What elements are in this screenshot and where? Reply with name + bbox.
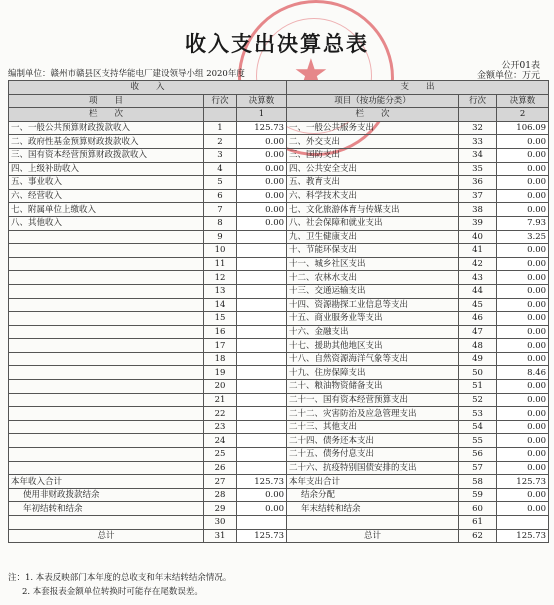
income-item-name (9, 448, 204, 462)
income-row-number: 20 (204, 380, 237, 394)
income-item-name: 总计 (9, 529, 204, 543)
table-row (9, 420, 549, 434)
expenditure-amount: 0.00 (497, 148, 549, 162)
income-item-name (9, 312, 204, 326)
expenditure-row-number: 44 (459, 284, 497, 298)
expenditure-row-number: 37 (459, 189, 497, 203)
table-row (9, 284, 549, 298)
table-row (9, 203, 549, 217)
expenditure-amount: 125.73 (497, 475, 549, 489)
table-row (9, 475, 549, 489)
income-row-number: 13 (204, 284, 237, 298)
income-item-header: 项 目 (9, 94, 204, 108)
expenditure-item-name: 五、教育支出 (287, 176, 459, 190)
table-row (9, 434, 549, 448)
expenditure-item-name: 二十二、灾害防治及应急管理支出 (287, 407, 459, 421)
income-amount: 0.00 (237, 176, 287, 190)
expenditure-row-number: 62 (459, 529, 497, 543)
income-item-name (9, 271, 204, 285)
expenditure-item-name: 十一、城乡社区支出 (287, 257, 459, 271)
expenditure-row-number: 61 (459, 516, 497, 530)
expenditure-row-number: 49 (459, 352, 497, 366)
expenditure-row-number: 47 (459, 325, 497, 339)
table-row (9, 135, 549, 149)
expenditure-item-name: 总计 (287, 529, 459, 543)
income-amount (237, 393, 287, 407)
income-item-name: 年初结转和结余 (9, 502, 204, 516)
expenditure-row-number: 59 (459, 488, 497, 502)
expenditure-amount: 106.09 (497, 121, 549, 135)
income-row-number: 12 (204, 271, 237, 285)
income-row-number: 8 (204, 216, 237, 230)
expenditure-row-number: 56 (459, 448, 497, 462)
expenditure-amount: 0.00 (497, 420, 549, 434)
income-row-number: 31 (204, 529, 237, 543)
table-row (9, 352, 549, 366)
income-row-number: 21 (204, 393, 237, 407)
expenditure-row-number: 53 (459, 407, 497, 421)
expenditure-row-no-header: 行次 (459, 94, 497, 108)
expenditure-item-name: 本年支出合计 (287, 475, 459, 489)
table-row (9, 529, 549, 543)
expenditure-item-name: 八、社会保障和就业支出 (287, 216, 459, 230)
income-item-name: 二、政府性基金预算财政拨款收入 (9, 135, 204, 149)
income-item-name (9, 284, 204, 298)
expenditure-item-name: 十、节能环保支出 (287, 244, 459, 258)
income-section-header: 收 入 (9, 81, 287, 95)
expenditure-row-number: 41 (459, 244, 497, 258)
income-column-index-label: 栏 次 (9, 108, 204, 122)
income-item-name (9, 298, 204, 312)
income-item-name (9, 244, 204, 258)
income-item-name: 使用非财政拨款结余 (9, 488, 204, 502)
income-item-name: 三、国有资本经营预算财政拨款收入 (9, 148, 204, 162)
income-amount (237, 448, 287, 462)
table-row (9, 488, 549, 502)
income-row-number: 18 (204, 352, 237, 366)
expenditure-row-number: 54 (459, 420, 497, 434)
expenditure-amount: 0.00 (497, 176, 549, 190)
income-amount (237, 312, 287, 326)
expenditure-amount: 0.00 (497, 312, 549, 326)
expenditure-amount: 0.00 (497, 448, 549, 462)
income-amount (237, 434, 287, 448)
income-item-name (9, 339, 204, 353)
income-amount (237, 407, 287, 421)
expenditure-item-name: 三、国防支出 (287, 148, 459, 162)
income-amount (237, 366, 287, 380)
income-row-number: 29 (204, 502, 237, 516)
expenditure-amount: 0.00 (497, 502, 549, 516)
expenditure-item-name: 结余分配 (287, 488, 459, 502)
expenditure-row-number: 36 (459, 176, 497, 190)
income-amount: 0.00 (237, 203, 287, 217)
income-item-name: 一、一般公共预算财政拨款收入 (9, 121, 204, 135)
expenditure-column-index-label: 栏 次 (287, 108, 459, 122)
expenditure-item-name: 二十五、债务付息支出 (287, 448, 459, 462)
expenditure-amount: 0.00 (497, 284, 549, 298)
income-row-number: 9 (204, 230, 237, 244)
income-row-number: 25 (204, 448, 237, 462)
section-header-row (9, 81, 549, 95)
income-amount (237, 420, 287, 434)
income-amount-header: 决算数 (237, 94, 287, 108)
expenditure-item-name: 二、外交支出 (287, 135, 459, 149)
expenditure-amount: 3.25 (497, 230, 549, 244)
income-amount (237, 352, 287, 366)
income-row-number: 16 (204, 325, 237, 339)
expenditure-item-name: 十四、资源勘探工业信息等支出 (287, 298, 459, 312)
income-amount: 0.00 (237, 189, 287, 203)
table-row (9, 380, 549, 394)
expenditure-item-name: 十三、交通运输支出 (287, 284, 459, 298)
expenditure-amount: 0.00 (497, 298, 549, 312)
page-title: 收入支出决算总表 (185, 31, 369, 56)
form-number: 公开01表 (501, 61, 540, 71)
expenditure-amount: 0.00 (497, 203, 549, 217)
expenditure-row-number: 45 (459, 298, 497, 312)
expenditure-item-name: 一、一般公共服务支出 (287, 121, 459, 135)
income-row-number: 6 (204, 189, 237, 203)
income-amount (237, 339, 287, 353)
expenditure-amount: 8.46 (497, 366, 549, 380)
expenditure-row-number: 48 (459, 339, 497, 353)
expenditure-row-number: 39 (459, 216, 497, 230)
income-amount (237, 284, 287, 298)
table-row (9, 448, 549, 462)
expenditure-row-number: 42 (459, 257, 497, 271)
income-amount (237, 461, 287, 475)
expenditure-row-number: 58 (459, 475, 497, 489)
income-row-number: 4 (204, 162, 237, 176)
expenditure-item-name: 十五、商业服务业等支出 (287, 312, 459, 326)
expenditure-row-number: 60 (459, 502, 497, 516)
income-amount: 0.00 (237, 216, 287, 230)
income-amount: 0.00 (237, 135, 287, 149)
blank-cell (459, 108, 497, 122)
expenditure-amount: 0.00 (497, 393, 549, 407)
income-item-name (9, 434, 204, 448)
income-item-name (9, 516, 204, 530)
expenditure-item-name: 七、文化旅游体育与传媒支出 (287, 203, 459, 217)
expenditure-amount: 0.00 (497, 434, 549, 448)
income-row-number: 23 (204, 420, 237, 434)
table-row (9, 407, 549, 421)
income-item-name (9, 393, 204, 407)
expenditure-row-number: 51 (459, 380, 497, 394)
footnote-2: 2. 本套报表金额单位转换时可能存在尾数误差。 (22, 587, 203, 597)
expenditure-item-name (287, 516, 459, 530)
income-item-name (9, 380, 204, 394)
table-row (9, 257, 549, 271)
expenditure-amount: 0.00 (497, 339, 549, 353)
expenditure-item-name: 二十四、债务还本支出 (287, 434, 459, 448)
table-row (9, 312, 549, 326)
expenditure-item-name: 二十一、国有资本经营预算支出 (287, 393, 459, 407)
expenditure-item-name: 二十、粮油物资储备支出 (287, 380, 459, 394)
expenditure-amount: 7.93 (497, 216, 549, 230)
income-row-number: 7 (204, 203, 237, 217)
expenditure-amount: 0.00 (497, 162, 549, 176)
table-row (9, 298, 549, 312)
income-expenditure-table (8, 80, 549, 543)
expenditure-amount: 0.00 (497, 271, 549, 285)
income-row-number: 22 (204, 407, 237, 421)
expenditure-amount: 0.00 (497, 380, 549, 394)
income-row-number: 17 (204, 339, 237, 353)
expenditure-item-header: 项目（按功能分类） (287, 94, 459, 108)
expenditure-row-number: 52 (459, 393, 497, 407)
expenditure-item-name: 十七、援助其他地区支出 (287, 339, 459, 353)
table-row (9, 216, 549, 230)
expenditure-row-number: 40 (459, 230, 497, 244)
expenditure-amount: 0.00 (497, 461, 549, 475)
income-row-number: 3 (204, 148, 237, 162)
expenditure-amount: 0.00 (497, 407, 549, 421)
income-row-number: 15 (204, 312, 237, 326)
income-item-name (9, 257, 204, 271)
expenditure-section-header: 支 出 (287, 81, 549, 95)
income-row-number: 24 (204, 434, 237, 448)
expenditure-item-name: 十二、农林水支出 (287, 271, 459, 285)
expenditure-amount: 0.00 (497, 325, 549, 339)
table-row (9, 244, 549, 258)
income-row-number: 11 (204, 257, 237, 271)
income-amount: 125.73 (237, 121, 287, 135)
income-amount (237, 325, 287, 339)
seal-star-icon: ★ (293, 51, 329, 97)
table-row (9, 271, 549, 285)
expenditure-row-number: 32 (459, 121, 497, 135)
table-row (9, 230, 549, 244)
income-item-name: 本年收入合计 (9, 475, 204, 489)
expenditure-amount: 0.00 (497, 135, 549, 149)
footnotes (8, 571, 231, 599)
table-row (9, 393, 549, 407)
income-item-name (9, 407, 204, 421)
expenditure-amount: 0.00 (497, 189, 549, 203)
table-row (9, 339, 549, 353)
expenditure-item-name: 二十三、其他支出 (287, 420, 459, 434)
expenditure-col-index: 2 (497, 108, 549, 122)
income-amount (237, 298, 287, 312)
income-item-name: 六、经营收入 (9, 189, 204, 203)
expenditure-amount: 0.00 (497, 488, 549, 502)
income-amount: 0.00 (237, 148, 287, 162)
expenditure-row-number: 35 (459, 162, 497, 176)
expenditure-item-name: 二十六、抗疫特别国债安排的支出 (287, 461, 459, 475)
income-amount: 0.00 (237, 162, 287, 176)
expenditure-row-number: 46 (459, 312, 497, 326)
income-row-number: 28 (204, 488, 237, 502)
income-amount (237, 380, 287, 394)
income-amount (237, 257, 287, 271)
expenditure-row-number: 57 (459, 461, 497, 475)
table-row (9, 325, 549, 339)
expenditure-row-number: 43 (459, 271, 497, 285)
table-row (9, 121, 549, 135)
column-header-row (9, 94, 549, 108)
table-row (9, 148, 549, 162)
income-item-name: 七、附属单位上缴收入 (9, 203, 204, 217)
income-item-name (9, 230, 204, 244)
table-row (9, 461, 549, 475)
income-item-name (9, 420, 204, 434)
expenditure-item-name: 四、公共安全支出 (287, 162, 459, 176)
income-row-number: 1 (204, 121, 237, 135)
income-amount (237, 244, 287, 258)
income-amount: 125.73 (237, 529, 287, 543)
table-row (9, 366, 549, 380)
expenditure-item-name: 九、卫生健康支出 (287, 230, 459, 244)
expenditure-amount: 0.00 (497, 352, 549, 366)
table-row (9, 189, 549, 203)
expenditure-row-number: 55 (459, 434, 497, 448)
income-amount (237, 230, 287, 244)
income-item-name: 八、其他收入 (9, 216, 204, 230)
table-row (9, 516, 549, 530)
income-item-name (9, 325, 204, 339)
income-col-index: 1 (237, 108, 287, 122)
column-index-row (9, 108, 549, 122)
income-amount: 0.00 (237, 488, 287, 502)
income-row-number: 5 (204, 176, 237, 190)
expenditure-amount (497, 516, 549, 530)
expenditure-item-name: 十六、金融支出 (287, 325, 459, 339)
income-item-name: 五、事业收入 (9, 176, 204, 190)
blank-cell (204, 108, 237, 122)
income-row-number: 10 (204, 244, 237, 258)
table-row (9, 502, 549, 516)
income-row-number: 2 (204, 135, 237, 149)
expenditure-amount: 0.00 (497, 244, 549, 258)
income-amount: 125.73 (237, 475, 287, 489)
expenditure-row-number: 33 (459, 135, 497, 149)
table-row (9, 162, 549, 176)
income-item-name (9, 352, 204, 366)
income-amount: 0.00 (237, 502, 287, 516)
income-item-name (9, 461, 204, 475)
expenditure-item-name: 十八、自然资源海洋气象等支出 (287, 352, 459, 366)
income-row-number: 30 (204, 516, 237, 530)
expenditure-amount: 0.00 (497, 257, 549, 271)
income-row-number: 14 (204, 298, 237, 312)
table-row (9, 176, 549, 190)
income-item-name (9, 366, 204, 380)
expenditure-item-name: 年末结转和结余 (287, 502, 459, 516)
income-item-name: 四、上级补助收入 (9, 162, 204, 176)
expenditure-amount-header: 决算数 (497, 94, 549, 108)
expenditure-item-name: 十九、住房保障支出 (287, 366, 459, 380)
expenditure-amount: 125.73 (497, 529, 549, 543)
income-row-no-header: 行次 (204, 94, 237, 108)
expenditure-row-number: 50 (459, 366, 497, 380)
reporting-unit: 编制单位：赣州市赣县区支持华能电厂建设领导小组 2020年度 (8, 69, 245, 79)
expenditure-row-number: 34 (459, 148, 497, 162)
income-amount (237, 516, 287, 530)
money-unit: 金额单位：万元 (476, 71, 540, 81)
income-row-number: 26 (204, 461, 237, 475)
footnote-1: 注：1. 本表反映部门本年度的总收支和年末结转结余情况。 (8, 573, 232, 583)
expenditure-row-number: 38 (459, 203, 497, 217)
income-row-number: 27 (204, 475, 237, 489)
income-amount (237, 271, 287, 285)
income-row-number: 19 (204, 366, 237, 380)
expenditure-item-name: 六、科学技术支出 (287, 189, 459, 203)
